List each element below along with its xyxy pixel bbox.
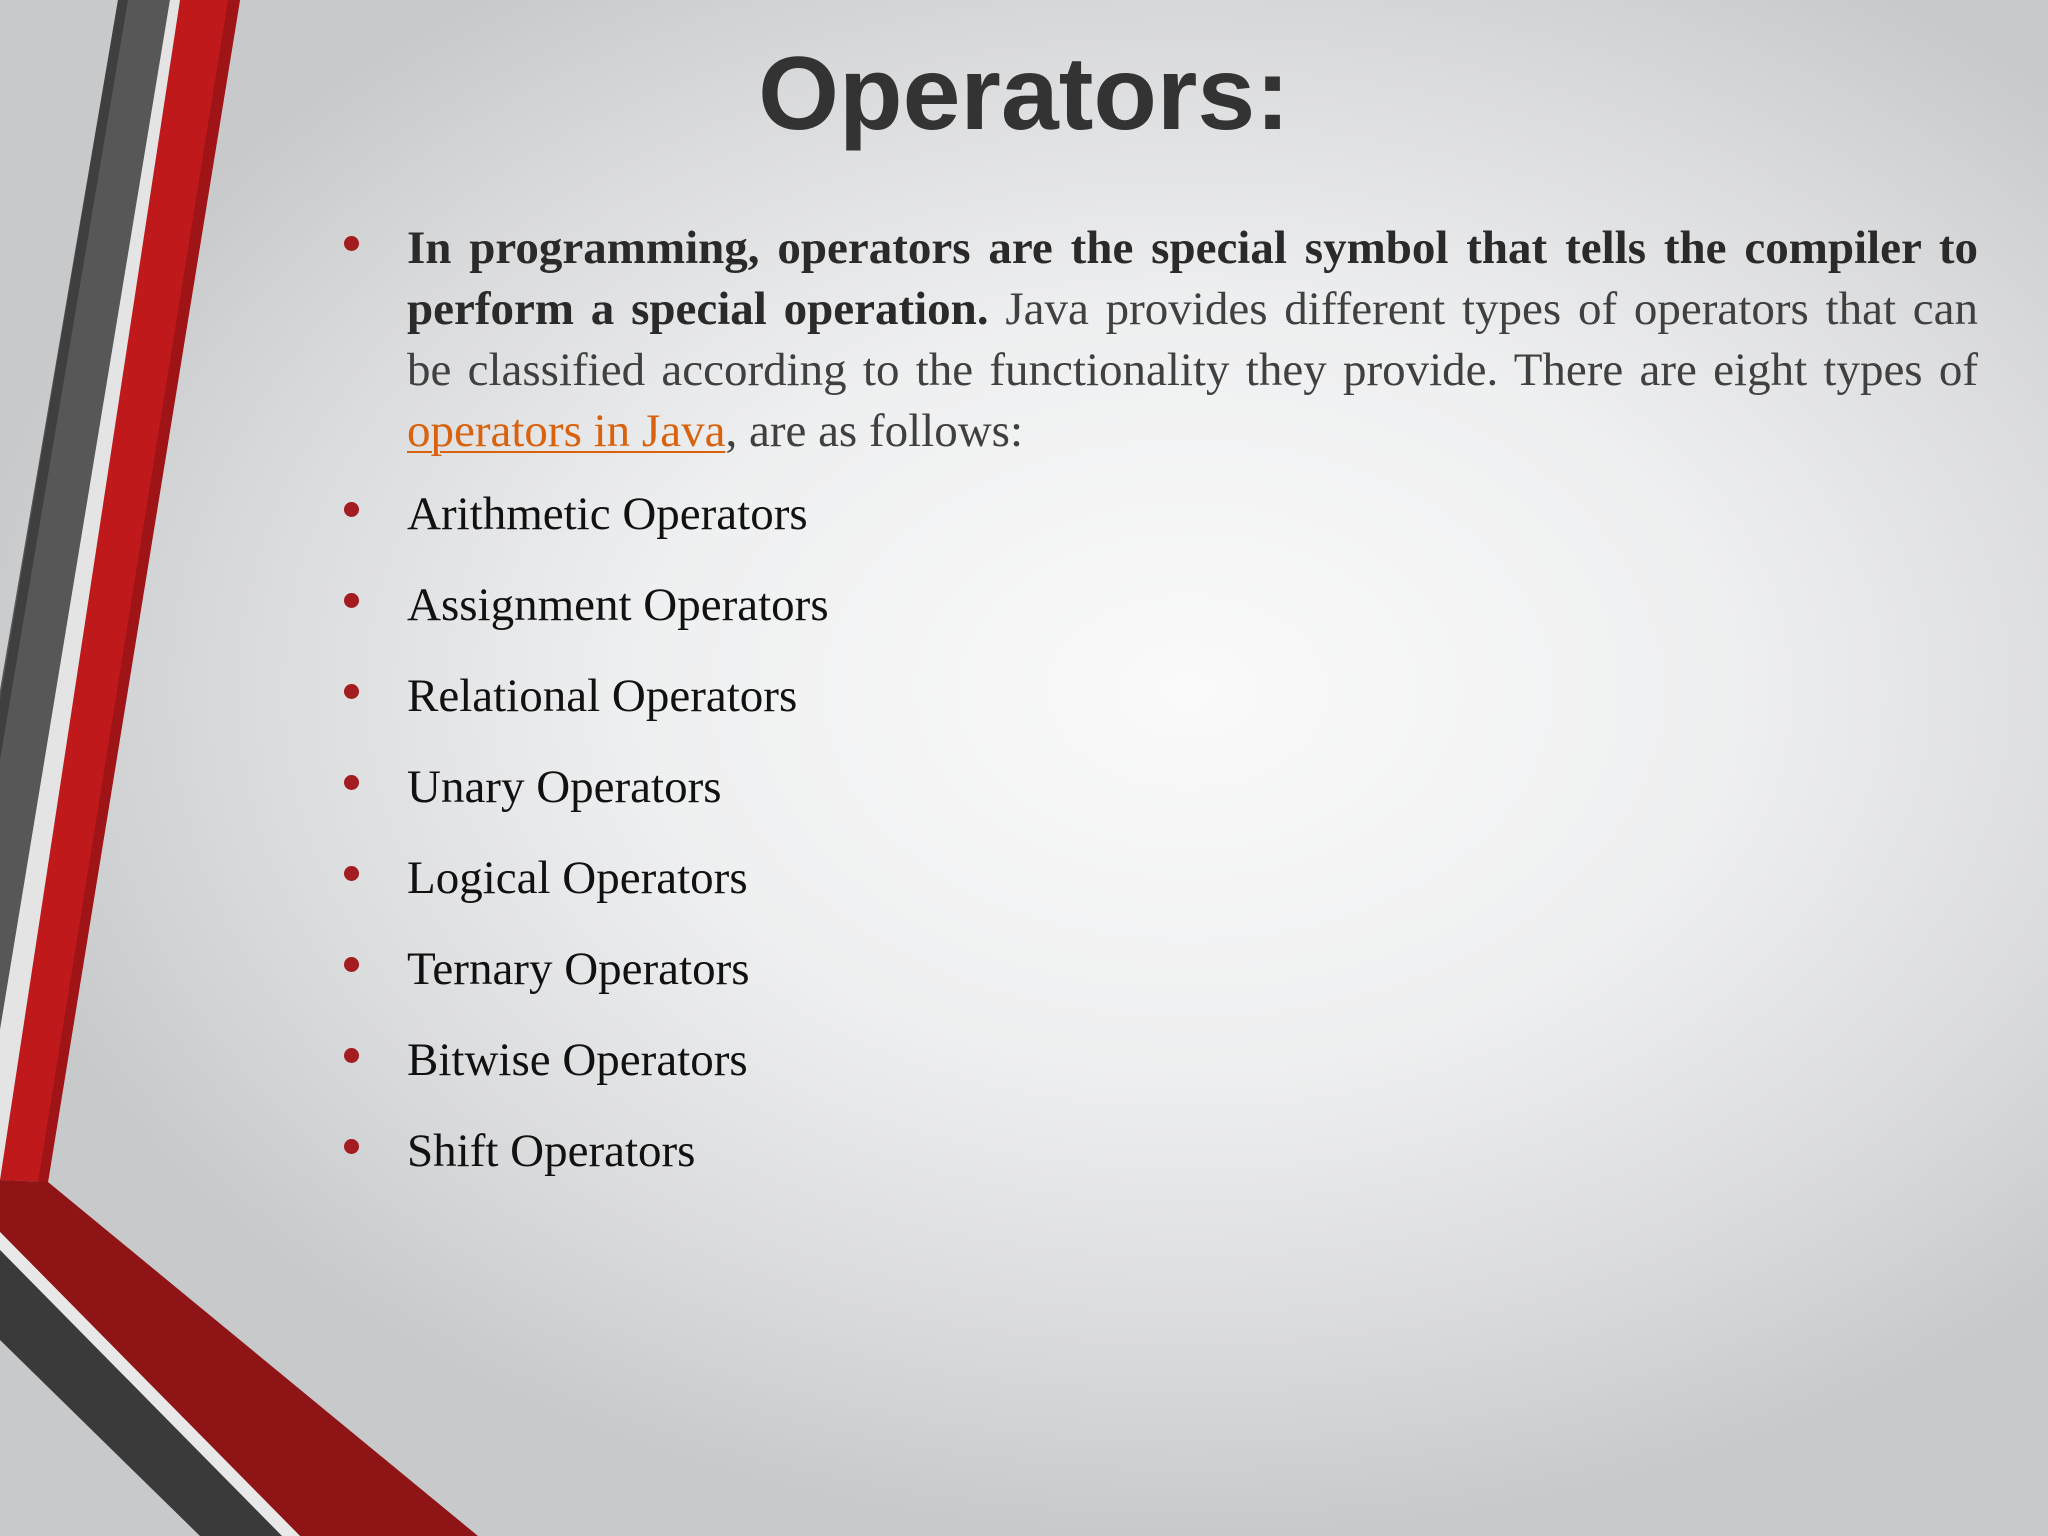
bullet-icon: [344, 593, 359, 608]
list-item: [338, 575, 1978, 636]
list-item: [338, 484, 1978, 545]
bullet-icon: [344, 775, 359, 790]
operators-in-java-link[interactable]: operators in Java: [407, 405, 726, 457]
list-item: [338, 757, 1978, 818]
bullet-icon: [344, 1139, 359, 1154]
intro-text: Java provides different types of operators that can be classified according to the functionality they provide. There are eight types of: [407, 283, 1978, 396]
bullet-icon: [344, 236, 359, 251]
operator-type-label: Logical Operators: [407, 852, 748, 904]
operator-type-label: Arithmetic Operators: [407, 488, 808, 540]
operator-type-label: Bitwise Operators: [407, 1034, 748, 1086]
bullet-list: [338, 218, 1978, 1182]
operator-type-label: Assignment Operators: [407, 579, 829, 631]
list-item: [338, 848, 1978, 909]
bullet-icon: [344, 502, 359, 517]
list-item: [338, 666, 1978, 727]
bullet-icon: [344, 684, 359, 699]
intro-bold-text: In programming, operators are the special symbol that tells the compiler to perform a special operation.: [407, 222, 1978, 335]
intro-text-end: , are as follows:: [725, 405, 1024, 457]
slide-title: Operators:: [758, 36, 1290, 152]
list-item: [338, 1030, 1978, 1091]
operator-type-label: Ternary Operators: [407, 943, 750, 995]
list-item: [338, 1121, 1978, 1182]
operator-type-label: Relational Operators: [407, 670, 798, 722]
intro-paragraph: [338, 218, 1978, 462]
bullet-icon: [344, 866, 359, 881]
operator-type-label: Unary Operators: [407, 761, 722, 813]
operator-type-label: Shift Operators: [407, 1125, 696, 1177]
list-item: [338, 939, 1978, 1000]
bullet-icon: [344, 957, 359, 972]
bullet-icon: [344, 1048, 359, 1063]
